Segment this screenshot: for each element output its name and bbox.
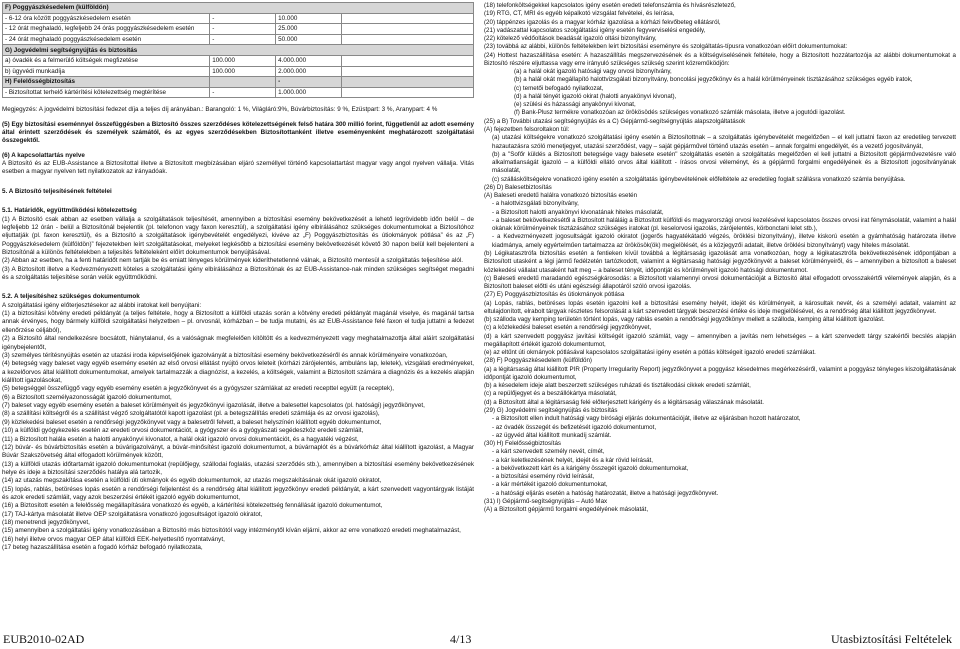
paragraph: (c) szállásköltségekre vonatkozó igény esetén a szolgáltatás igénybevételének előfeltétele az eredetileg foglalt szállásra vonatkozó számla benyújtása. (492, 175, 906, 183)
table-cell: - (276, 77, 342, 88)
table-cell: - (210, 13, 276, 24)
paragraph: (b) a "Sofőr küldés a Biztosított betegsége vagy balesete esetén" szolgáltatás esetén a szolgáltatás megelőzően el kell juttatni a Biztosított gépjárművezetésre való alkalmatlanságát igazoló – a külföldi ellátó orvos által kiállított - írásos orvosi véleményt, és a gépjármű forgalmi engedélyének és a Biztosított jogosítványának másolatát, (492, 150, 956, 175)
table-section-header (3, 3, 474, 14)
paragraph: (30) H) Felelősségbiztosítás (484, 440, 562, 448)
paragraph: (15) amennyiben a szolgáltatási igény vonatkozásában a Biztosító más biztosítótól vagy intézménytől kíván eljárni, akkor az erre vonatkozó eredeti meghatalmazást, (2, 527, 461, 535)
table-row (3, 56, 474, 67)
table-section-header (3, 77, 474, 88)
paragraph: (a) a légitársaság által kiállított PIR (Property Irregularity Report) jegyzőkönyvet a poggyász késedelmes megérkezéséről, valamint a poggyász tényleges kiszolgáltatásának időpontját igazoló dokumentumot, (484, 365, 956, 381)
paragraph: (8) a szállítási költségről és a szállítást végző szolgáltatótól kapott igazolást (pl. a betegszállítás eredeti számlája és az orvosi igazolás), (2, 410, 380, 418)
paragraph: - a kár mértékét igazoló dokumentumokat, (492, 481, 608, 489)
paragraph: (c) temetői befogadó nyilatkozat, (514, 84, 604, 92)
footer-doc-code: EUB2010-02AD (3, 632, 85, 646)
table-cell (342, 77, 474, 88)
paragraph: (6) a Biztosított személyazonosságát igazoló dokumentumot, (2, 393, 172, 401)
paragraph: (b) Légikatasztrófa biztosítás esetén a fentieken kívül továbbá a légitársaság igazolását arra vonatkozóan, hogy a légikatasztrófa bekövetkezésének időpontjában a Biztosított utasként a légi jármű fedélzetén tartózkodott, valamint a légitársaság hatósági jegyzőkönyvét a baleset körülményeiről, és – amennyiben a biztosított a baleset közlekedési vállalat utasaként halt meg – a baleset tényét, időpontját és körülményeit igazoló hatósági dokumentumot. (484, 249, 956, 274)
paragraph: (10) a külföldi gyógykezelés esetén az eredeti orvosi dokumentációt, a gyógyszer és a gyógyászati segédeszköz eredeti számláit, (2, 427, 364, 435)
paragraph: (b) szálloda vagy kemping területén történt lopás, vagy rablás esetén a rendőrségi jegyzőkönyv mellett a szálloda, kemping által kiállított igazolást. (484, 316, 885, 324)
paragraph: (2) Abban az esetben, ha a fenti határidőt nem tartják be és emiatt lényeges körülmények kideríthetetlenné válnak, a Biztosító mentesül a szolgáltatás teljesítése alól. (2, 257, 463, 265)
table-cell: 2.000.000 (276, 66, 342, 77)
table-cell (342, 87, 474, 98)
table-cell: 100.000 (210, 56, 276, 67)
paragraph: (3) A Biztosított illetve a Kedvezményezett köteles a szolgáltatási igény elbírálásához a Biztosítónak és az EUB-Assistance-nak minden szükséges segítséget megadni és a szolgáltatás teljesítése során velük együttműködni. (2, 265, 474, 282)
paragraph: 5.2. A teljesítéshez szükséges dokumentumok (2, 293, 140, 301)
table-cell: - 6-12 óra között poggyászkésedelem esetén (3, 13, 210, 24)
paragraph: 5.1. Határidők, együttműködési kötelezettség (2, 207, 137, 215)
paragraph: (1) a biztosítási kötvény eredeti példányát (a teljes feltétele, hogy a Biztosított a külföldi utazás során a kötvény eredeti példányát magánál viselye, és magánál tartsa annak érvényes, hogy bármely külföldi szolgáltatási helyzetben – pl. orvosnál, kórházban – be tudja mutatni, és az EUB-Assistance felé faxon el tudja juttatni a fedezet ellenőrzése céljából), (2, 310, 474, 334)
table-cell: - (210, 24, 276, 35)
paragraph: (12) búvár- és búvárbiztosítás esetén a búvárigazolványt, a búvár-minősítést igazoló dokumentumot, a búvárnaplót és a búvárkórház által kiállított igazolást, a Magyar Búvár Szakszövetség által elfogadott körülmények között, (2, 443, 474, 460)
paragraph: - az óvadék összegét és befizetését igazoló dokumentumot, (492, 423, 657, 431)
table-cell: - 12 órát meghaladó, legfeljebb 24 órás poggyászkésedelem esetén (3, 24, 210, 35)
table-cell: - Biztosítottat terhelő kártérítési kötelezettség megtérítése (3, 87, 210, 98)
paragraph: - a hatósági eljárás esetén a hatóság határozatát, illetve a hatósági jegyzőkönyvet. (492, 489, 719, 497)
paragraph: (11) a Biztosított halála esetén a halotti anyakönyvi kivonatot, a halál okát igazoló orvosi dokumentációt, és a hagyatéki végzést, (2, 435, 359, 443)
paragraph: - a kár keletkezésének helyét, idejét és a kár rövid leírását, (492, 456, 653, 464)
right-column (484, 2, 956, 629)
table-cell: 100.000 (210, 66, 276, 77)
paragraph: (16) a Biztosított esetén a felelősség megállapítására vonatkozó és egyéb, a kártérítési kötelezettség fennállását igazoló dokumentumot, (2, 502, 383, 510)
paragraph: (6) A kapcsolattartás nyelve (2, 151, 85, 159)
left-paragraphs (2, 121, 474, 553)
paragraph: (c) a repülőjegyet és a beszállókártya másolatát, (484, 390, 617, 398)
table-cell (342, 34, 474, 45)
paragraph: (9) közlekedési baleset esetén a rendőrségi jegyzőkönyvet vagy a balesetről felvett, a baleset helyszínén kiállított egyéb dokumentumot, (2, 418, 382, 426)
paragraph: (23) továbbá az alábbi, különös feltételekben leírt biztosítási eseményre és szolgáltatás-típusra vonatkozóan előírt dokumentumokat: (484, 43, 848, 51)
paragraph: (15) lopás, rablás, betöréses lopás esetén a rendőrségi feljelentést és a rendőrség által kiállított jegyzőkönyv eredeti példányát, a kárt szenvedett vagyontárgyak listáját és azok eredeti számláit, vagy azok beszerzési értékét igazoló egyéb dokumentumot, (2, 485, 474, 502)
paragraph: (21) vadászattal kapcsolatos szolgáltatási igény esetén fegyverviselési engedély, (484, 26, 706, 34)
paragraph: (7) baleset vagy egyéb esemény esetén a baleset körülményeit és jegyzőkönyvi igazolását, illetve a balesettel kapcsolatos (pl. hatósági) jegyzőkönyvet, (2, 402, 425, 410)
paragraph: (24) Hottest hazaszállítása esetén: A hazaszállítás megszervezésének és a költségviselésének feltétele, hogy a Biztosított hozzátartozója az alábbi dokumentumokat a Biztosító részére eljuttassa vagy erre irányuló szükséges szükség szerint közreműködjön: (484, 51, 956, 67)
table-cell: - (210, 34, 276, 45)
paragraph: (1) A Biztosító csak abban az esetben vállalja a szolgáltatások teljesítését, amennyiben a biztosítási esemény bekövetkezését a lehető legrövidebb időn belül – de legfeljebb 12 órán - belül a Biztosítónál bejelentik (pl. telefonon vagy faxon keresztül), a szolgáltatási igény elbírálásához szükséges dokumentumokat a Biztosítóhoz eljuttatják (pl. faxon keresztül), és a Biztosító a szolgáltatások igénybevételét engedélyezi, kivéve az „F) Poggyászbiztosítás és útiokmányok pótlása” és az „F) Poggyászkésedelem (külföldön)” fejezetekben leírt szolgáltatásokat, melyeket legkésőbb a biztosítási esemény bekövetkezését követő 30 napon belül kell bejelenteni a Biztosítónál a különös feltételekben a teljesítés feltételeként előírt dokumentumok benyújtásával. (2, 215, 474, 256)
paragraph: (25) a B) További utazási segítségnyújtás és a C) Gépjármű-segítségnyújtás alapszolgáltatások (484, 117, 746, 125)
paragraph: (31) I) Gépjármű-segítségnyújtás – Autó Max (484, 497, 608, 505)
table-cell: H) Felelősségbiztosítás (3, 77, 210, 88)
table-row (3, 87, 474, 98)
table-cell: 1.000.000 (276, 87, 342, 98)
coverage-table (2, 2, 474, 98)
table-cell (342, 56, 474, 67)
paragraph: (4) betegség vagy baleset vagy egyéb esemény esetén az első orvosi ellátást nyújtó orvos leleteit (kórházi zárójelentés, ambuláns lap, leletek), vizsgálati eredményeket, a kezelőorvos által kiállított dokumentumokat, amelyek tartalmazzák a diagnózist, a kezelés, a költségek, valamint a Biztosított számára a diagnózis és a kezelés alapján kiállított igazolásokat, (2, 360, 474, 384)
paragraph: (26) D) Balesetbiztosítás (484, 183, 552, 191)
table-cell: a) óvadék és a felmerülő költségek megfizetése (3, 56, 210, 67)
paragraph: - a kárt szenvedett személy nevét, címét, (492, 448, 605, 456)
paragraph: (28) F) Poggyászkésedelem (külföldön) (484, 357, 592, 365)
paragraph: (b) a késedelem ideje alatt beszerzett szükséges ruházati és tisztálkodási cikkek eredeti számláit, (484, 382, 751, 390)
paragraph: (f) Bank-Plusz termékre vonatkozóan az örökösödés szükséges vonatkozó számlák másolata, illetve a jogutódi igazolást. (514, 109, 846, 117)
premium-note: Megjegyzés: A jogvédelmi biztosítási fedezet díja a teljes díj arányában.: Barangoló: 1 %, Világláró:9%, Búvárbiztosítás: 9 %, Ezüstpart: 3 %, Aranypart: 4 % (2, 106, 438, 114)
paragraph: (13) a külföldi utazás időtartamát igazoló dokumentumokat (repülőjegy, szállodai foglalás, utazási szerződés stb.), amennyiben a biztosítási esemény bekövetkezésének helye és ideje a biztosítási szerződés hatálya alá tartozik, (2, 460, 474, 476)
paragraph: (A) Baleseti eredetű halálra vonatkozó biztosítás esetén (484, 192, 638, 200)
paragraph: (3) személyes térítésnyújtás esetén az utazási iroda képviselőjének igazolványát a biztosítási esemény bekövetkezéséről és annak körülményeire vonatkozóan, (2, 351, 448, 359)
paragraph: A Biztosító és az EUB-Assistance a Biztosítottal illetve a Biztosított megbízásában eljáró személlyel történő kapcsolattartást magyar vagy angol nyelven vállalja. Vitás esetben a magyar nyelven tett nyilatkozatok az irányadóak. (2, 160, 474, 176)
table-cell: 25.000 (276, 24, 342, 35)
table-cell (342, 13, 474, 24)
paragraph: (20) táppénzes igazolás és a magyar kórház igazolása a kórházi fekvőbeteg ellátásról, (484, 18, 721, 26)
left-column (2, 2, 474, 629)
paragraph: (16) helyi illetve orvos magyar OEP által külföldi EEK-helyettesítő nyomtatványt, (2, 535, 225, 543)
paragraph: (29) G) Jogvédelmi segítségnyújtás és biztosítás (484, 407, 618, 415)
paragraph: A szolgáltatási igény előterjesztésekor az alábbi iratokat kell benyújtani: (2, 301, 202, 309)
paragraph: (a) utazási költségekre vonatkozó szolgáltatási igény esetén a Biztosítottnak – a szolgáltatás igénybevételét megelőzően – el kell juttatni faxon az eredetileg tervezett hazautazásra szóló menetjegyet, utazási szerződést, vagy – saját gépjárművel történő utazás esetén – annak forgalmi engedélyét, és a vezető jogosítványát, (492, 134, 956, 150)
paragraph: (5) betegséggel összefüggő vagy egyéb esemény esetén a jegyzőkönyvet és a gyógyszer számlákat az eredeti recepttel együtt (a receptek), (2, 385, 395, 393)
paragraph: (27) E) Poggyászbiztosítás és útiokmányok pótlása (484, 291, 625, 299)
paragraph: (17) TAJ-kártya másolatát illetve OEP szolgáltatásra vonatkozó jogosultságot igazoló okiratot, (2, 510, 263, 518)
footer-doc-title: Utasbiztosítási Feltételek (831, 632, 952, 646)
paragraph: (18) menetrendi jegyzőkönyvet, (2, 519, 90, 527)
paragraph: (A) a Biztosított gépjármű forgalmi engedélyének másolatát, (484, 506, 649, 514)
paragraph: (b) a halál okát megállapító halottvizsgálati bizonyítvány, boncolási jegyzőkönyv és a halál körülményeinek tisztázásához szükséges egyéb iratok, (514, 76, 913, 84)
paragraph: (22) kötelező védőoltások beadását igazoló oltási bizonyítvány, (484, 35, 657, 43)
table-section-header (3, 45, 474, 56)
table-cell: b) ügyvédi munkadíja (3, 66, 210, 77)
paragraph: - a Biztosított halotti anyakönyvi kivonatának hiteles másolatát, (492, 208, 664, 216)
paragraph: - a biztosítási esemény rövid leírását, (492, 473, 595, 481)
paragraph: (c) a közlekedési baleset esetén a rendőrségi jegyzőkönyvet, (484, 324, 652, 332)
table-cell (210, 77, 276, 88)
table-row (3, 66, 474, 77)
paragraph: (a) Lopás, rablás, betöréses lopás esetén igazolni kell a biztosítási esemény helyét, idejét és körülményeit, a károsultak nevét, és a személyi adatait, valamint az eltulajdonított, elrabolt tárgyak részletes felsorolását a kárt szenvedett tárgyak beszerzési értéke és ideje megjelölésével, és a rendőrség által kiállított jegyzőkönyvet. (484, 299, 956, 315)
paragraph: (A) fejezetben felsoroltakon túl: (484, 125, 570, 133)
paragraph: - a baleset bekövetkezésétől a Biztosított haláláig a Biztosított külföldi és magyarországi orvosi kezelésével kapcsolatos összes orvosi irat fénymásolatát, valamint a halál okának körülményeinek tisztázásához szükséges iratokat (pl. keselorvosi igazolás, zárójelentés, körbonctani lelet stb.), (492, 216, 956, 233)
table-cell: 50.000 (276, 34, 342, 45)
table-cell (342, 66, 474, 77)
paragraph: (18) telefonköltségekkel kapcsolatos igény esetén eredeti telefonszámla és hívásrészletező, (484, 2, 736, 9)
paragraph: (5) Egy biztosítási eseménnyel összefüggésben a Biztosító összes szerződéses kötelezettségének felső határa 300 millió forint, függetlenül az adott esemény által érintett szerződések és személyek számától, és az egyes szerződésekben Biztosítottanként illetve eseményenként meghatározott szolgáltatási összegektől. (2, 120, 474, 145)
table-row (3, 13, 474, 24)
paragraph: 5. A Biztosító teljesítésének feltételei (2, 187, 112, 195)
paragraph: - a Kedvezményezett jogosultságát igazoló okiratot (jogerős hagyatékátadó végzés, öröklési bizonyítvány), illetve kiskorú esetén a gyámhatóság határozata illetve kiadmánya, amely egyértelműen tartalmazza az örökösök(ök) megjelölését, és a közjegyzői adatait, illetve öröklési bizonyítványt) vagy hiteles másolatát. (492, 233, 956, 249)
paragraph: - a halottvizsgálati bizonyítvány, (492, 200, 579, 208)
paragraph: (d) a Biztosított által a légitársaság felé előterjesztett kárigény és a légitársaság válaszának másolatát. (484, 398, 764, 406)
paragraph: (d) a halál tényét igazoló okirat (halotti anyakönyvi kivonat), (514, 92, 677, 100)
paragraph: (d) a kárt szenvedett poggyász javítási költségét igazoló számlát, vagy – amennyiben a javítás nem lehetséges – a kárt szenvedett tárgy szakértői becslés alapján megállapított értékét igazoló dokumentumot, (484, 332, 956, 348)
paragraph: (14) az utazás megszakítása esetén a külföldi úti okmányok és egyéb dokumentumok, az utazás megszakításának okát igazoló okiratot, (2, 477, 382, 485)
paragraph: - a Biztosított ellen indult hatósági vagy bírósági eljárás dokumentációját, illetve az eljárásban hozott határozatot, (492, 415, 801, 423)
paragraph: - az ügyvéd által kiállított munkadíj számlát. (492, 431, 612, 439)
page-footer (0, 630, 960, 647)
table-cell (342, 24, 474, 35)
paragraph: (c) Baleseti eredetű maradandó egészségkárosodás: a Biztosított valamennyi orvosi dokumentációját a Biztosító által elfogadott orvosszakértői vélemények alapján, és a Biztosított baleset előtti és utáni egészségi állapotáról szóló orvosi igazolás. (484, 274, 956, 291)
right-paragraphs (484, 2, 956, 514)
paragraph: (e) szülési és házassági anyakönyvi kivonat, (514, 101, 636, 109)
table-cell: 4.000.000 (276, 56, 342, 67)
footer-page-number: 4/13 (450, 632, 472, 646)
paragraph: (2) a Biztosító által rendelkezésre bocsátott, hiánytalanul, és a valóságnak megfelelően kitöltött és a kedvezményezett vagy meghatalmazottja által aláírt szolgáltatási igénybejelentőt, (2, 335, 474, 351)
table-row (3, 34, 474, 45)
paragraph: (17 beteg hazaszállítása esetén a fogadó kórház befogadó nyilatkozata, (2, 544, 203, 552)
table-cell: 10.000 (276, 13, 342, 24)
table-cell: - (210, 87, 276, 98)
table-row (3, 24, 474, 35)
table-cell: F) Poggyászkésedelem (külföldön) (3, 3, 474, 14)
table-cell: G) Jogvédelmi segítségnyújtás és biztosítás (3, 45, 474, 56)
paragraph: (a) a halál okát igazoló hatósági vagy orvosi bizonyítvány, (514, 68, 672, 76)
table-cell: - 24 órát meghaladó poggyászkésedelem esetén (3, 34, 210, 45)
paragraph: (e) az eltűnt úti okmányok pótlásával kapcsolatos szolgáltatási igény esetén a pótlás költségeit igazoló eredeti számlákat. (484, 349, 816, 357)
paragraph: - a bekövetkezett kárt és a kárigény összegét igazoló dokumentumokat, (492, 464, 689, 472)
paragraph: (19) RTG, CT, MRI és egyéb képalkotó vizsgálat felvételei, és leírása, (484, 10, 675, 18)
